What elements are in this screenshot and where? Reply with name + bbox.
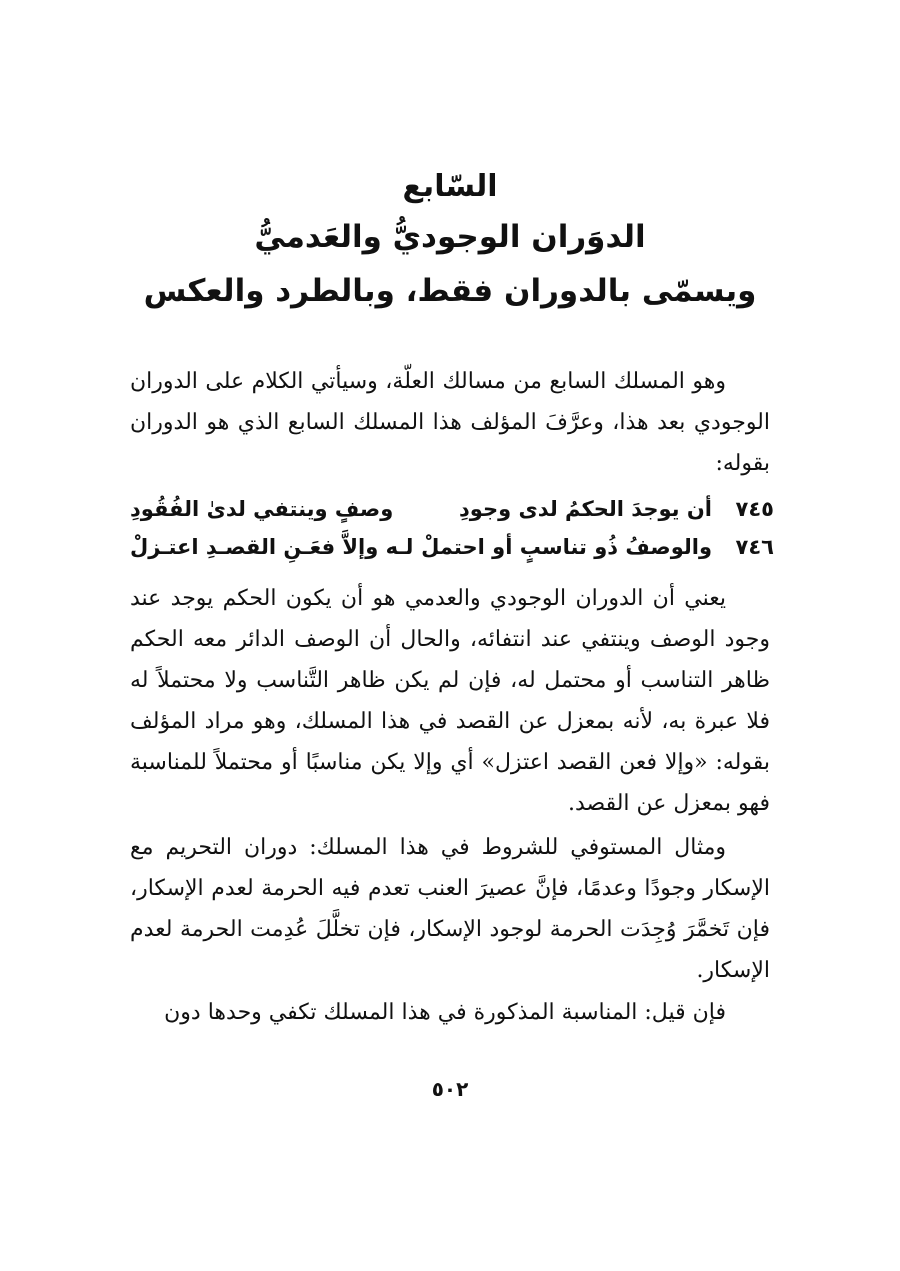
verse-line: [130, 499, 774, 520]
intro-paragraph: وهو المسلك السابع من مسالك العلّة، وسيأتي الكلام على الدوران الوجودي بعد هذا، وعرَّفَ المؤلف هذا المسلك السابع الذي هو الدوران بقوله:: [130, 369, 770, 476]
chapter-ordinal-heading: السّابع: [402, 169, 498, 204]
verse-second-hemistich: لـه وإلاَّ فعَـنِ القصـدِ اعتـزلْ: [130, 535, 414, 559]
page-number: ٥٠٢: [431, 1077, 469, 1101]
chapter-subtitle-heading: ويسمّى بالدوران فقط، وبالطرد والعكس: [143, 273, 757, 309]
objection-paragraph: فإن قيل: المناسبة المذكورة في هذا المسلك تكفي وحدها دون: [164, 1000, 726, 1025]
example-paragraph: ومثال المستوفي للشروط في هذا المسلك: دوران التحريم مع الإسكار وجودًا وعدمًا، فإنَّ عصيرَ العنب تعدم فيه الحرمة لعدم الإسكار، فإن تَخمَّرَ وُجِدَت الحرمة لوجود الإسكار، فإن تخلَّلَ عُدِمت الحرمة لعدم الإسكار.: [130, 835, 770, 983]
verse-number: ٧٤٥: [735, 497, 774, 521]
verse-line: [130, 537, 774, 558]
verse-number: ٧٤٦: [735, 535, 774, 559]
verse-first-hemistich: والوصفُ ذُو تناسبٍ أو احتملْ: [421, 535, 712, 559]
verse-first-hemistich: أن يوجدَ الحكمُ لدى وجودِ: [459, 497, 712, 521]
explanation-paragraph: يعني أن الدوران الوجودي والعدمي هو أن يكون الحكم يوجد عند وجود الوصف وينتفي عند انتفائه، والحال أن الوصف الدائر معه الحكم ظاهر التناسب أو محتمل له، فإن لم يكن ظاهر التَّناسب ولا محتملاً له فلا عبرة به، لأنه بمعزل عن القصد في هذا المسلك، وهو مراد المؤلف بقوله: «وإلا فعن القصد اعتزل» أي وإلا يكن مناسبًا أو محتملاً للمناسبة فهو بمعزل عن القصد.: [130, 586, 770, 816]
verse-second-hemistich: وصفٍ وينتفي لدىٰ الفُقُودِ: [130, 497, 394, 521]
chapter-title-heading: الدوَران الوجوديُّ والعَدميُّ: [254, 219, 646, 255]
